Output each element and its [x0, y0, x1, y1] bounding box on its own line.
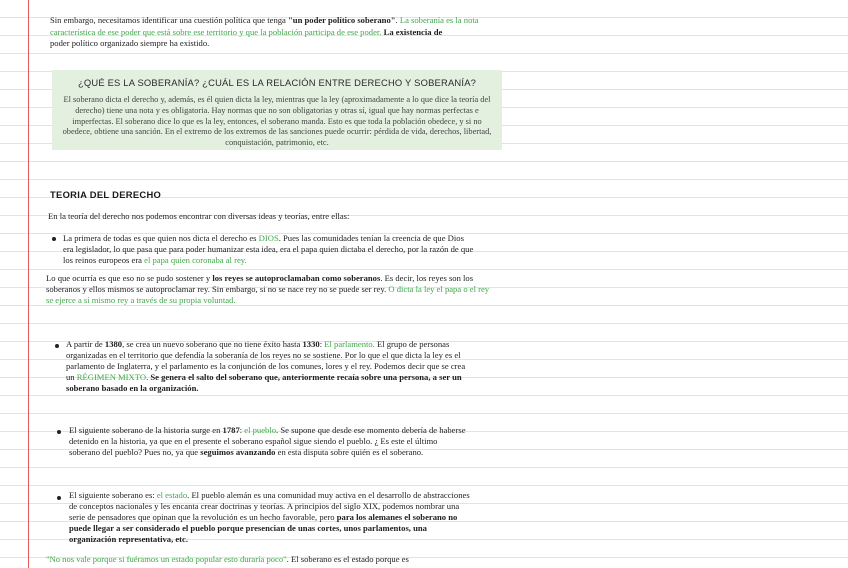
p2-bold-1: los reyes se autoproclamaban como soberanos	[212, 273, 381, 283]
p2-text-1: Lo que ocurría es que eso no se pudo sostener y	[46, 273, 213, 283]
b1-text-2: . Pues las comunidades tenían la creencia de que Dios era legislador, lo que pasa que para poder humanizar esta idea, era el papa quien dictaba el derecho, por la razón de que los reinos europeos era	[63, 233, 474, 265]
b4-text-2: . El pueblo alemán es una comunidad muy activa en el desarrollo de abstracciones de conceptos nacionales y les encanta crear doctrinas y teorías. A principios del siglo XIX, podemos nombrar una serie de pensadores que opinan que la revolución es un hecho favorable, pero	[69, 490, 470, 522]
b4-green-1: el estado	[156, 490, 188, 500]
b2-text-4: El grupo de personas organizadas en el territorio que defendía la soberanía de los reyes no se sostiene. Por lo que el que dicta la ley es el parlamento de Inglaterra, y el parlamento es la conjunción de los comunes, lores y el rey. Podemos decir que se crea un	[66, 339, 466, 382]
intro-bold-1: "un poder político soberano"	[288, 15, 396, 25]
last-text-1: . El soberano es el estado porque es	[286, 554, 409, 564]
intro-bold-2: La existencia de	[381, 26, 443, 37]
p2-green-1: O dicta la ley el papa o el rey se ejerce a sí mismo rey a través de su propia voluntad.	[46, 284, 490, 305]
bullet-1-text	[63, 233, 475, 266]
lead-paragraph: En la teoría del derecho nos podemos encontrar con diversas ideas y teorías, entre ellas:	[48, 211, 350, 221]
b2-bold-2: 1330	[302, 339, 320, 349]
bullet-4-dot	[57, 496, 61, 500]
b3-text-1: El siguiente soberano de la historia surge en	[69, 425, 223, 435]
b4-bold-1: para los alemanes el soberano no puede llegar a ser considerado el pueblo porque presencian de unas cortes, unos parlamentos, una organización representativa, etc.	[69, 512, 458, 544]
b2-text-5: .	[146, 372, 151, 382]
paragraph-2	[46, 273, 491, 306]
bullet-3-dot	[57, 430, 61, 434]
bullet-2-dot	[55, 344, 59, 348]
last-paragraph	[46, 554, 526, 565]
b2-bold-1: 1380	[104, 339, 123, 349]
b1-green-2: el papa quien coronaba al rey.	[144, 255, 247, 265]
red-margin-line	[28, 0, 29, 568]
b1-text-1: La primera de todas es que quien nos dicta el derecho es	[63, 233, 259, 243]
intro-green-1: La soberanía es la nota característica de ese poder que está sobre ese territorio y que la población participa de ese poder.	[50, 15, 479, 37]
b2-green-1: El parlamento.	[324, 339, 375, 349]
bullet-2-text	[66, 339, 466, 394]
b2-text-2: , se crea un nuevo soberano que no tiene éxito hasta	[122, 339, 303, 349]
question-box	[52, 70, 502, 150]
b2-green-2: RÉGIMEN MIXTO	[76, 372, 147, 382]
b1-green-1: DIOS	[258, 233, 279, 243]
bullet-4-text	[69, 490, 474, 545]
intro-text-3: poder político organizado siempre ha existido.	[50, 38, 210, 48]
last-green-1: "No nos vale porque si fuéramos un estado popular esto duraría poco"	[46, 554, 287, 564]
bullet-3-text	[69, 425, 469, 458]
b3-text-3: . Se supone que desde ese momento debería de haberse detenido en la historia, ya que en el presente el soberano español sigue siendo el pueblo. ¿ Es este el último soberano del pueblo? Pues no, ya que	[69, 425, 466, 457]
intro-paragraph	[50, 15, 520, 50]
box-text: El soberano dicta el derecho y, además, es él quien dicta la ley, mientras que la ley (aproximadamente a lo que dice la teoría del derecho) tiene una nota y es obligatoria. Hay normas que no son obligatorias y otras sí, igual que hay normas perfectas e imperfectas. El soberano dice lo que es la ley, entonces, el soberano manda. Esto es que toda la población obedece, y si no obedece, obtiene una sanción. En el extremo de los extremos de las sanciones puede ocurrir: pérdida de vida, derechos, libertad, conquistación, patrimonio, etc.	[62, 95, 492, 148]
intro-text-1: Sin embargo, necesitamos identificar una cuestión política que tenga	[50, 15, 289, 25]
b3-bold-2: seguimos avanzando	[200, 447, 276, 457]
b3-text-4: en esta disputa sobre quién es el soberano.	[275, 447, 424, 457]
b3-text-2: :	[239, 425, 245, 435]
box-title: ¿QUÉ ES LA SOBERANÍA? ¿CUÁL ES LA RELACIÓN ENTRE DERECHO Y SOBERANÍA?	[77, 77, 477, 88]
b3-green-1: el pueblo	[244, 425, 277, 435]
bullet-1-dot	[52, 237, 56, 241]
b2-text-3: :	[319, 339, 325, 349]
b3-bold-1: 1787	[222, 425, 240, 435]
b2-text-1: A partir de	[66, 339, 105, 349]
section-heading: TEORIA DEL DERECHO	[50, 189, 162, 200]
intro-text-2: .	[395, 15, 400, 25]
b2-bold-3: Se genera el salto del soberano que, anteriormente recaía sobre una persona, a ser un soberano basado en la organización.	[66, 372, 462, 393]
p2-text-2: . Es decir, los reyes son los soberanos y ellos mismos se autoproclamar rey. Sin embargo, si no se nace rey no se puede ser rey.	[46, 273, 474, 294]
b4-text-1: El siguiente soberano es:	[69, 490, 157, 500]
